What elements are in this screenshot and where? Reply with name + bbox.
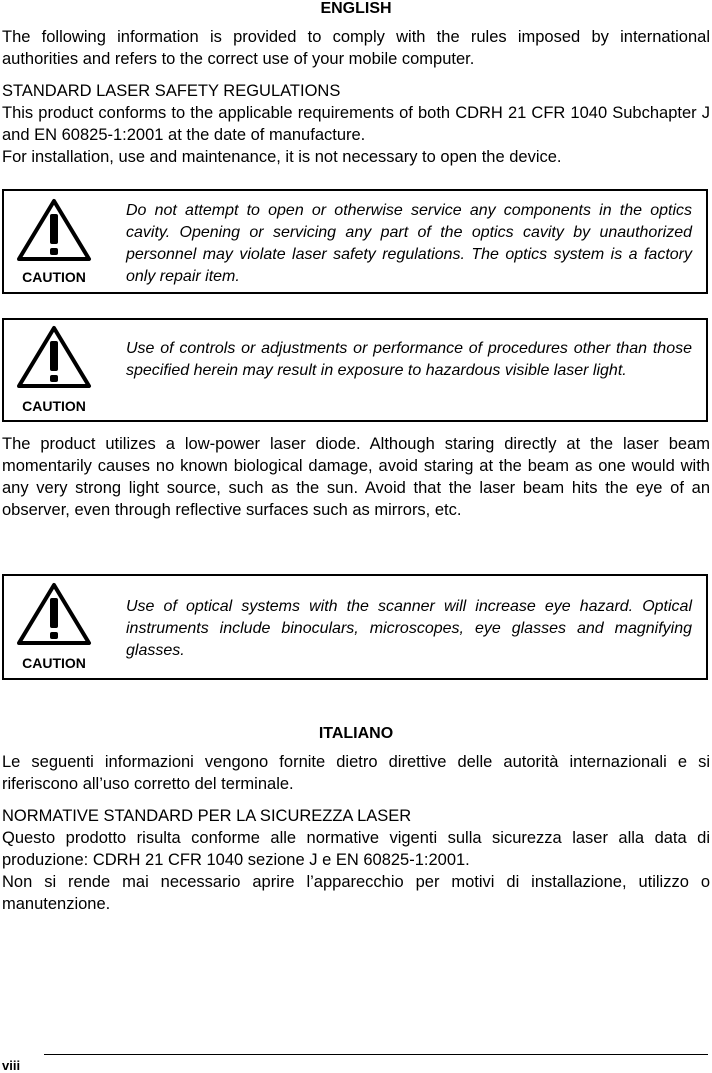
warning-icon [16,198,92,262]
laser-regulations-block [2,80,710,168]
caution-label: CAUTION [22,655,86,671]
italiano-intro: Le seguenti informazioni vengono fornite dietro direttive delle autorità internazionali e si riferiscono all’uso corretto del terminale. [2,753,710,793]
italiano-laser-block [2,805,710,915]
caution-label: CAUTION [22,398,86,414]
caution-box-3 [2,574,708,680]
warning-icon [16,582,92,646]
caution-text-2: Use of controls or adjustments or performance of procedures other than those specified herein may result in exposure to hazardous visible laser light. [126,340,692,379]
laser-diode-paragraph: The product utilizes a low-power laser diode. Although staring directly at the laser beam momentarily causes no known biological damage, avoid staring at the beam as one would with any very strong light source, such as the sun. Avoid that the laser beam hits the eye of an observer, even through reflective surfaces such as mirrors, etc. [2,435,710,519]
caution-text-3: Use of optical systems with the scanner will increase eye hazard. Optical instruments include binoculars, microscopes, eye glasses and magnifying glasses. [126,598,692,659]
page-number: viii [2,1058,21,1073]
caution-text-1: Do not attempt to open or otherwise service any components in the optics cavity. Opening or servicing any part of the optics cavity by unauthorized personnel may violate laser safety regulations. The optics system is a factory only repair item. [126,202,692,285]
caution-label: CAUTION [22,269,86,285]
english-intro: The following information is provided to comply with the rules imposed by international authorities and refers to the correct use of your mobile computer. [2,28,710,68]
english-heading: ENGLISH [320,0,392,17]
italiano-laser-body-2: Non si rende mai necessario aprire l’apparecchio per motivi di installazione, utilizzo o manutenzione. [2,873,710,913]
warning-icon [16,325,92,389]
caution-box-1 [2,189,708,294]
italiano-laser-title: NORMATIVE STANDARD PER LA SICUREZZA LASER [2,807,412,825]
laser-regulations-body-1: This product conforms to the applicable requirements of both CDRH 21 CFR 1040 Subchapter J and EN 60825-1:2001 at the date of manufacture. [2,104,710,144]
laser-regulations-body-2: For installation, use and maintenance, it is not necessary to open the device. [2,148,562,166]
italiano-laser-body-1: Questo prodotto risulta conforme alle normative vigenti sulla sicurezza laser alla data di produzione: CDRH 21 CFR 1040 sezione J e EN 60825-1:2001. [2,829,710,869]
caution-box-2 [2,318,708,422]
footer-rule [44,1054,708,1055]
italiano-heading: ITALIANO [318,725,394,742]
laser-regulations-title: STANDARD LASER SAFETY REGULATIONS [2,82,341,100]
